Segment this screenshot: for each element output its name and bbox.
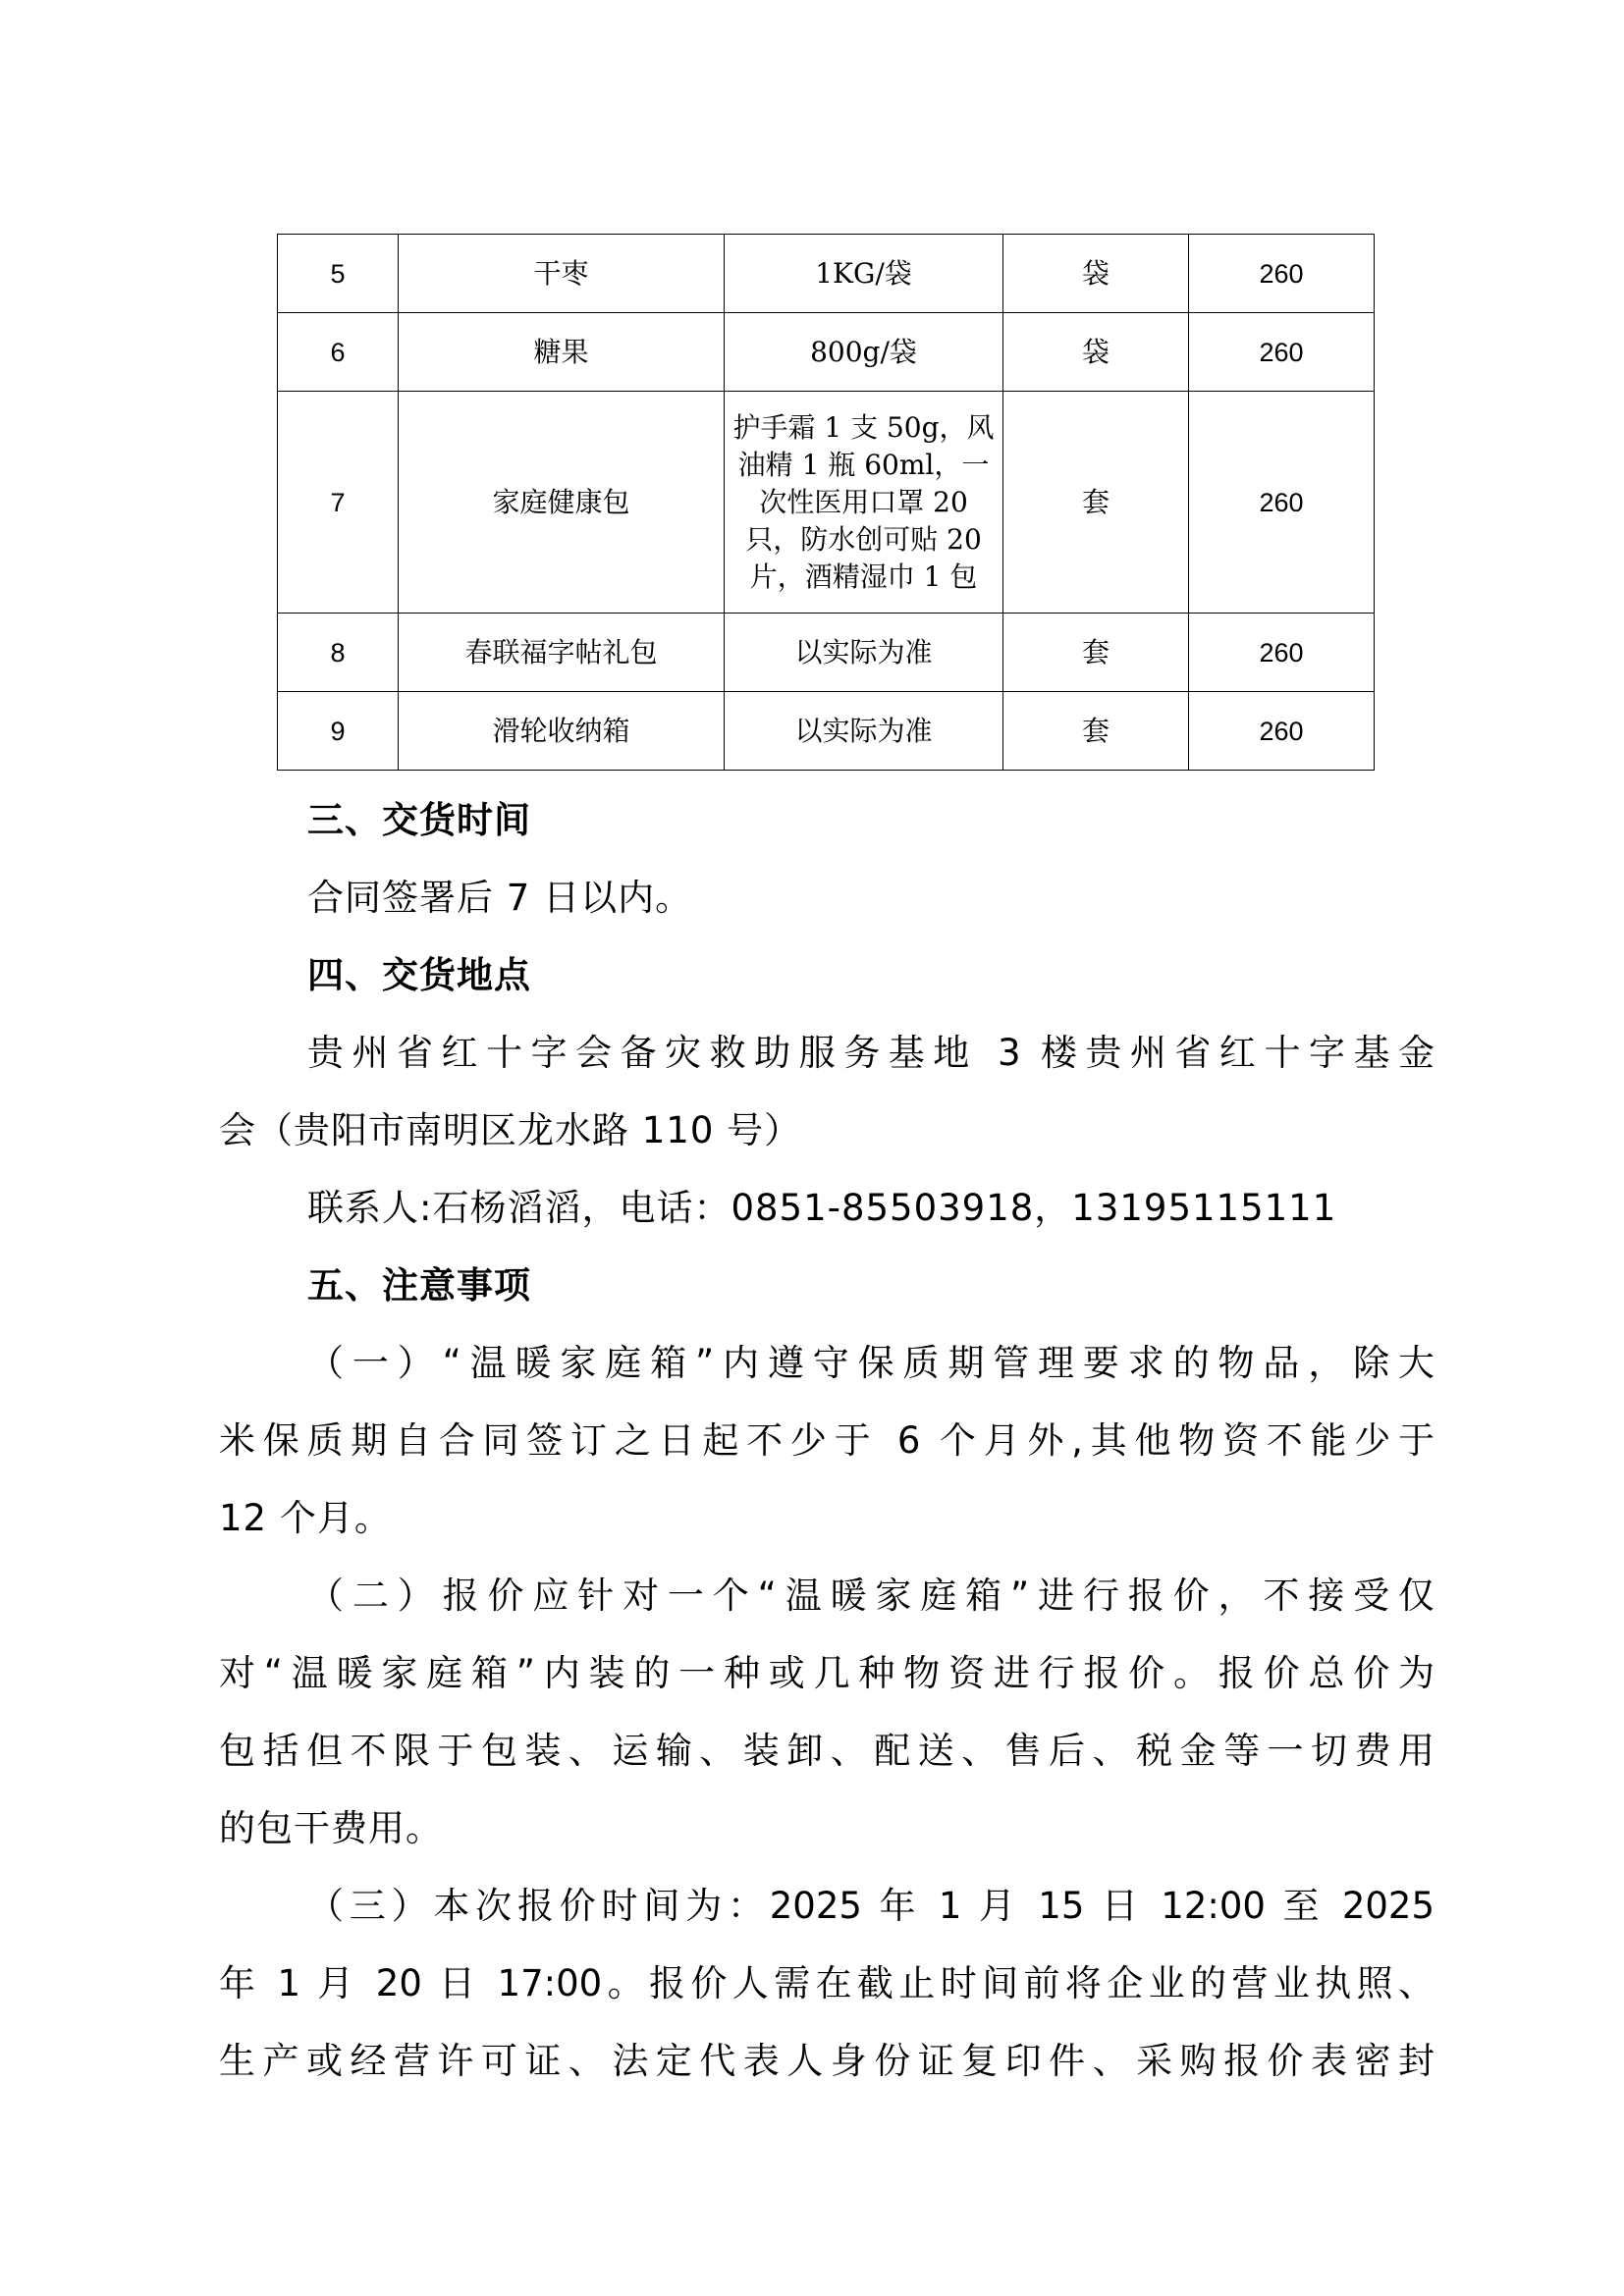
- item-spec: 1KG/袋: [725, 235, 1003, 313]
- spec-line: 油精 1 瓶 60ml，一: [737, 448, 990, 481]
- section-heading-delivery-time: 三、交货时间: [307, 799, 531, 841]
- note-paragraph-line: （三）本次报价时间为：2025 年 1 月 15 日 12:00 至 2025: [307, 1885, 1435, 1927]
- item-unit: 套: [1003, 692, 1189, 771]
- item-quantity: 260: [1189, 235, 1375, 313]
- row-number: 5: [278, 235, 399, 313]
- item-spec: 以实际为准: [725, 692, 1003, 771]
- table-row: [278, 235, 1375, 313]
- table-row: [278, 692, 1375, 771]
- note-paragraph-line: 生产或经营许可证、法定代表人身份证复印件、采购报价表密封: [219, 2040, 1435, 2082]
- item-name: 干枣: [399, 235, 725, 313]
- note-paragraph-line: （一）“温暖家庭箱”内遵守保质期管理要求的物品，除大: [307, 1342, 1435, 1384]
- row-number: 7: [278, 392, 399, 614]
- item-spec: 800g/袋: [725, 313, 1003, 392]
- item-name: 糖果: [399, 313, 725, 392]
- row-number: 6: [278, 313, 399, 392]
- delivery-time-text: 合同签署后 7 日以内。: [307, 877, 693, 919]
- item-name: 家庭健康包: [399, 392, 725, 614]
- delivery-address-line: 贵州省红十字会备灾救助服务基地 3 楼贵州省红十字基金: [307, 1032, 1435, 1074]
- section-heading-notes: 五、注意事项: [307, 1264, 531, 1307]
- item-spec: [725, 392, 1003, 614]
- item-unit: 套: [1003, 392, 1189, 614]
- item-quantity: 260: [1189, 313, 1375, 392]
- item-unit: 袋: [1003, 235, 1189, 313]
- item-name: 滑轮收纳箱: [399, 692, 725, 771]
- note-paragraph-line: 12 个月。: [219, 1497, 392, 1539]
- note-paragraph-line: 年 1 月 20 日 17:00。报价人需在截止时间前将企业的营业执照、: [219, 1962, 1435, 2004]
- spec-line: 次性医用口罩 20: [759, 485, 968, 518]
- spec-line: 片，酒精湿巾 1 包: [749, 560, 978, 593]
- table-row: [278, 614, 1375, 692]
- table-row: [278, 392, 1375, 614]
- table-row: [278, 313, 1375, 392]
- row-number: 9: [278, 692, 399, 771]
- spec-line: 护手霜 1 支 50g，风: [732, 410, 995, 444]
- item-spec: 以实际为准: [725, 614, 1003, 692]
- delivery-address-line: 会（贵阳市南明区龙水路 110 号）: [219, 1109, 802, 1151]
- item-unit: 袋: [1003, 313, 1189, 392]
- item-quantity: 260: [1189, 692, 1375, 771]
- note-paragraph-line: 米保质期自合同签订之日起不少于 6 个月外,其他物资不能少于: [219, 1419, 1435, 1462]
- note-paragraph-line: 对“温暖家庭箱”内装的一种或几种物资进行报价。报价总价为: [219, 1652, 1435, 1694]
- item-unit: 套: [1003, 614, 1189, 692]
- items-table: [277, 234, 1375, 771]
- item-name: 春联福字帖礼包: [399, 614, 725, 692]
- contact-line: 联系人:石杨滔滔，电话：0851-85503918，13195115111: [307, 1187, 1337, 1229]
- note-paragraph-line: （二）报价应针对一个“温暖家庭箱”进行报价，不接受仅: [307, 1575, 1435, 1617]
- spec-line: 只，防水创可贴 20: [745, 522, 982, 556]
- note-paragraph-line: 包括但不限于包装、运输、装卸、配送、售后、税金等一切费用: [219, 1730, 1435, 1772]
- note-paragraph-line: 的包干费用。: [219, 1807, 443, 1849]
- section-heading-delivery-place: 四、交货地点: [307, 954, 531, 996]
- item-quantity: 260: [1189, 392, 1375, 614]
- row-number: 8: [278, 614, 399, 692]
- item-quantity: 260: [1189, 614, 1375, 692]
